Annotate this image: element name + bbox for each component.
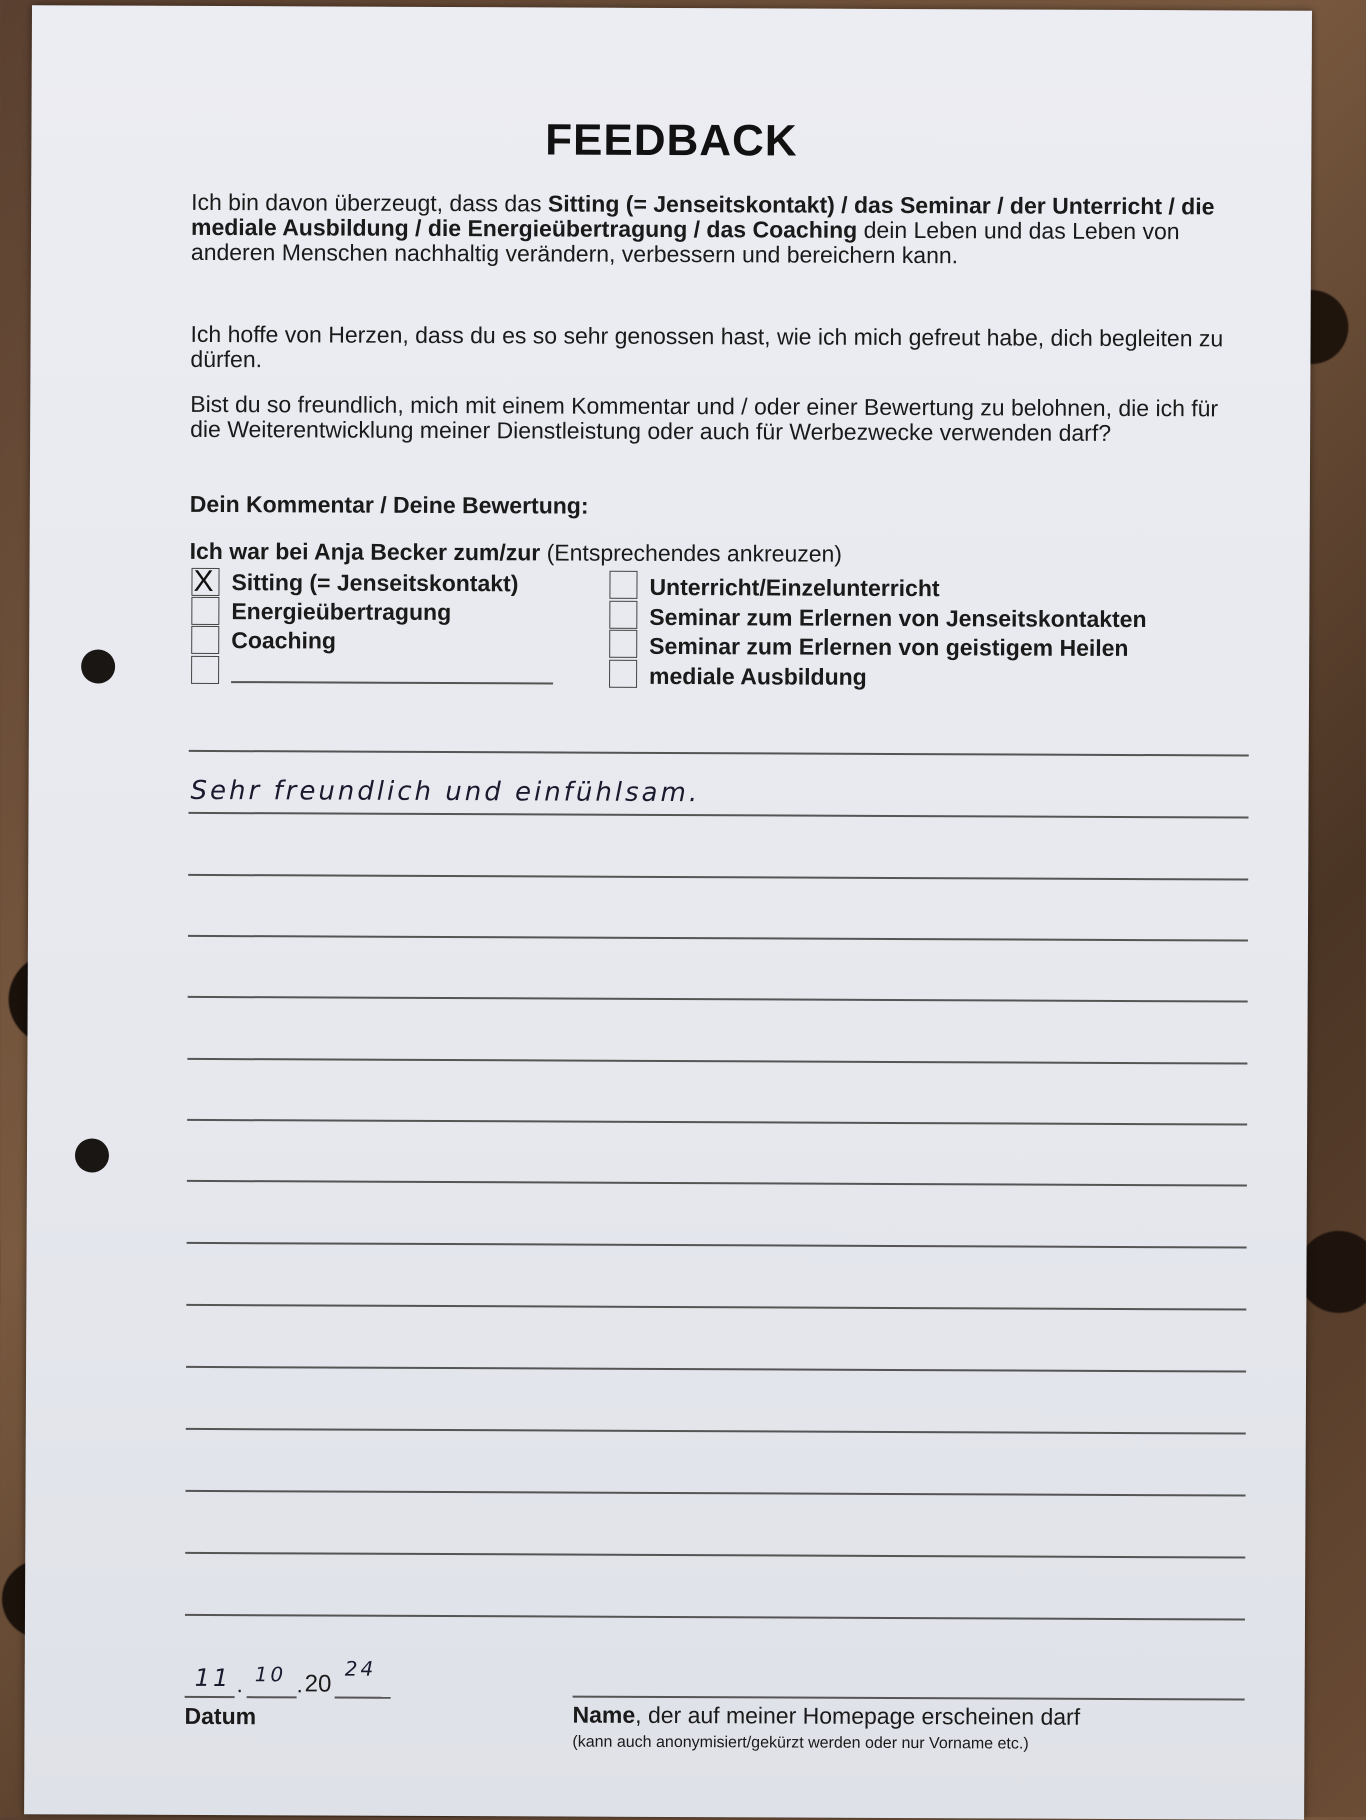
comment-line: [186, 1304, 1246, 1310]
date-month: 10: [254, 1662, 287, 1687]
comment-line: [187, 1058, 1247, 1064]
comment-line: [187, 1242, 1247, 1248]
checkbox-sitting[interactable]: [191, 564, 219, 599]
checkbox-seminar-heilen[interactable]: [609, 630, 637, 658]
date-separator: .: [296, 1672, 303, 1698]
intro-p1-end: dein Leben und das Leben von anderen Menschen nachhaltig verändern, verbessern und bereichern kann.: [190, 216, 1180, 269]
checkbox-coaching[interactable]: [191, 626, 219, 654]
comment-line: [188, 935, 1248, 941]
comment-line: [188, 996, 1248, 1002]
comment-line: [188, 874, 1248, 880]
option-label-unterricht: Unterricht/Einzelunterricht: [649, 573, 940, 602]
name-label-bold: Name: [572, 1701, 636, 1728]
option-label-seminar-jenseitskontakte: Seminar zum Erlernen von Jenseitskontakten: [649, 603, 1147, 633]
page-title: FEEDBACK: [545, 115, 798, 166]
selection-lead: [190, 539, 1250, 569]
date-day: 11: [194, 1663, 232, 1693]
option-label-seminar-heilen: Seminar zum Erlernen von geistigem Heilen: [649, 632, 1129, 661]
intro-paragraph-1: [191, 190, 1251, 270]
comment-line: [187, 1119, 1247, 1125]
option-label-sitting: Sitting (= Jenseitskontakt): [231, 569, 519, 597]
date-label: Datum: [184, 1702, 257, 1730]
punch-hole-top: [81, 649, 115, 683]
intro-p1-start: Ich bin davon überzeugt, dass das: [191, 188, 548, 217]
date-field[interactable]: [185, 1656, 445, 1703]
comment-line: [185, 1552, 1245, 1558]
name-label-rest: , der auf meiner Homepage erscheinen darf: [635, 1701, 1081, 1730]
punch-hole-bottom: [75, 1138, 109, 1172]
checkbox-energieuebertragung[interactable]: [191, 597, 219, 625]
checkbox-other[interactable]: [191, 656, 219, 684]
comment-line: [185, 1614, 1245, 1620]
date-separator: .: [236, 1672, 243, 1698]
name-label: [572, 1702, 1080, 1731]
date-year-line: [335, 1697, 391, 1699]
option-label-coaching: Coaching: [231, 627, 337, 654]
option-label-mediale-ausbildung: mediale Ausbildung: [649, 662, 867, 690]
comment-line: [186, 1490, 1246, 1496]
checkbox-sitting-mark: X: [193, 564, 214, 599]
name-note: (kann auch anonymisiert/gekürzt werden oder nur Vorname etc.): [572, 1733, 1029, 1753]
checkbox-unterricht[interactable]: [609, 571, 637, 599]
option-label-energieuebertragung: Energieübertragung: [231, 598, 452, 626]
comment-line: [188, 812, 1248, 818]
feedback-form-sheet: [24, 5, 1312, 1820]
comment-line: [186, 1366, 1246, 1372]
name-field-line[interactable]: [573, 1696, 1245, 1700]
comment-line: [187, 1180, 1247, 1186]
intro-paragraph-3: Bist du so freundlich, mich mit einem Kommentar und / oder einer Bewertung zu belohnen, die ich für die Weiterentwicklung meiner Dienstleistung oder auch für Werbezwecke verwenden darf?: [190, 390, 1219, 446]
comment-line: [186, 1428, 1246, 1434]
date-day-line: [185, 1696, 235, 1698]
other-option-line[interactable]: [231, 681, 553, 684]
date-month-line: [247, 1696, 297, 1698]
intro-paragraph-2: Ich hoffe von Herzen, dass du es so sehr genossen hast, wie ich mich gefreut habe, dich begleiten zu dürfen.: [190, 320, 1224, 373]
handwritten-comment: Sehr freundlich und einfühlsam.: [190, 775, 701, 809]
comment-heading: Dein Kommentar / Deine Bewertung:: [189, 490, 589, 519]
selection-lead-bold: Ich war bei Anja Becker zum/zur: [189, 537, 541, 566]
date-year: 24: [344, 1656, 377, 1681]
checkbox-mediale-ausbildung[interactable]: [609, 660, 637, 688]
date-century: 20: [304, 1670, 332, 1698]
intro-p1-services: Sitting (= Jenseitskontakt) / das Seminar / der Unterricht / die mediale Ausbildung / die Energieübertragung / das Coaching: [190, 190, 1215, 243]
comment-line: [189, 750, 1249, 756]
selection-lead-hint: (Entsprechendes ankreuzen): [540, 539, 843, 567]
checkbox-seminar-jenseitskontakte[interactable]: [609, 601, 637, 629]
